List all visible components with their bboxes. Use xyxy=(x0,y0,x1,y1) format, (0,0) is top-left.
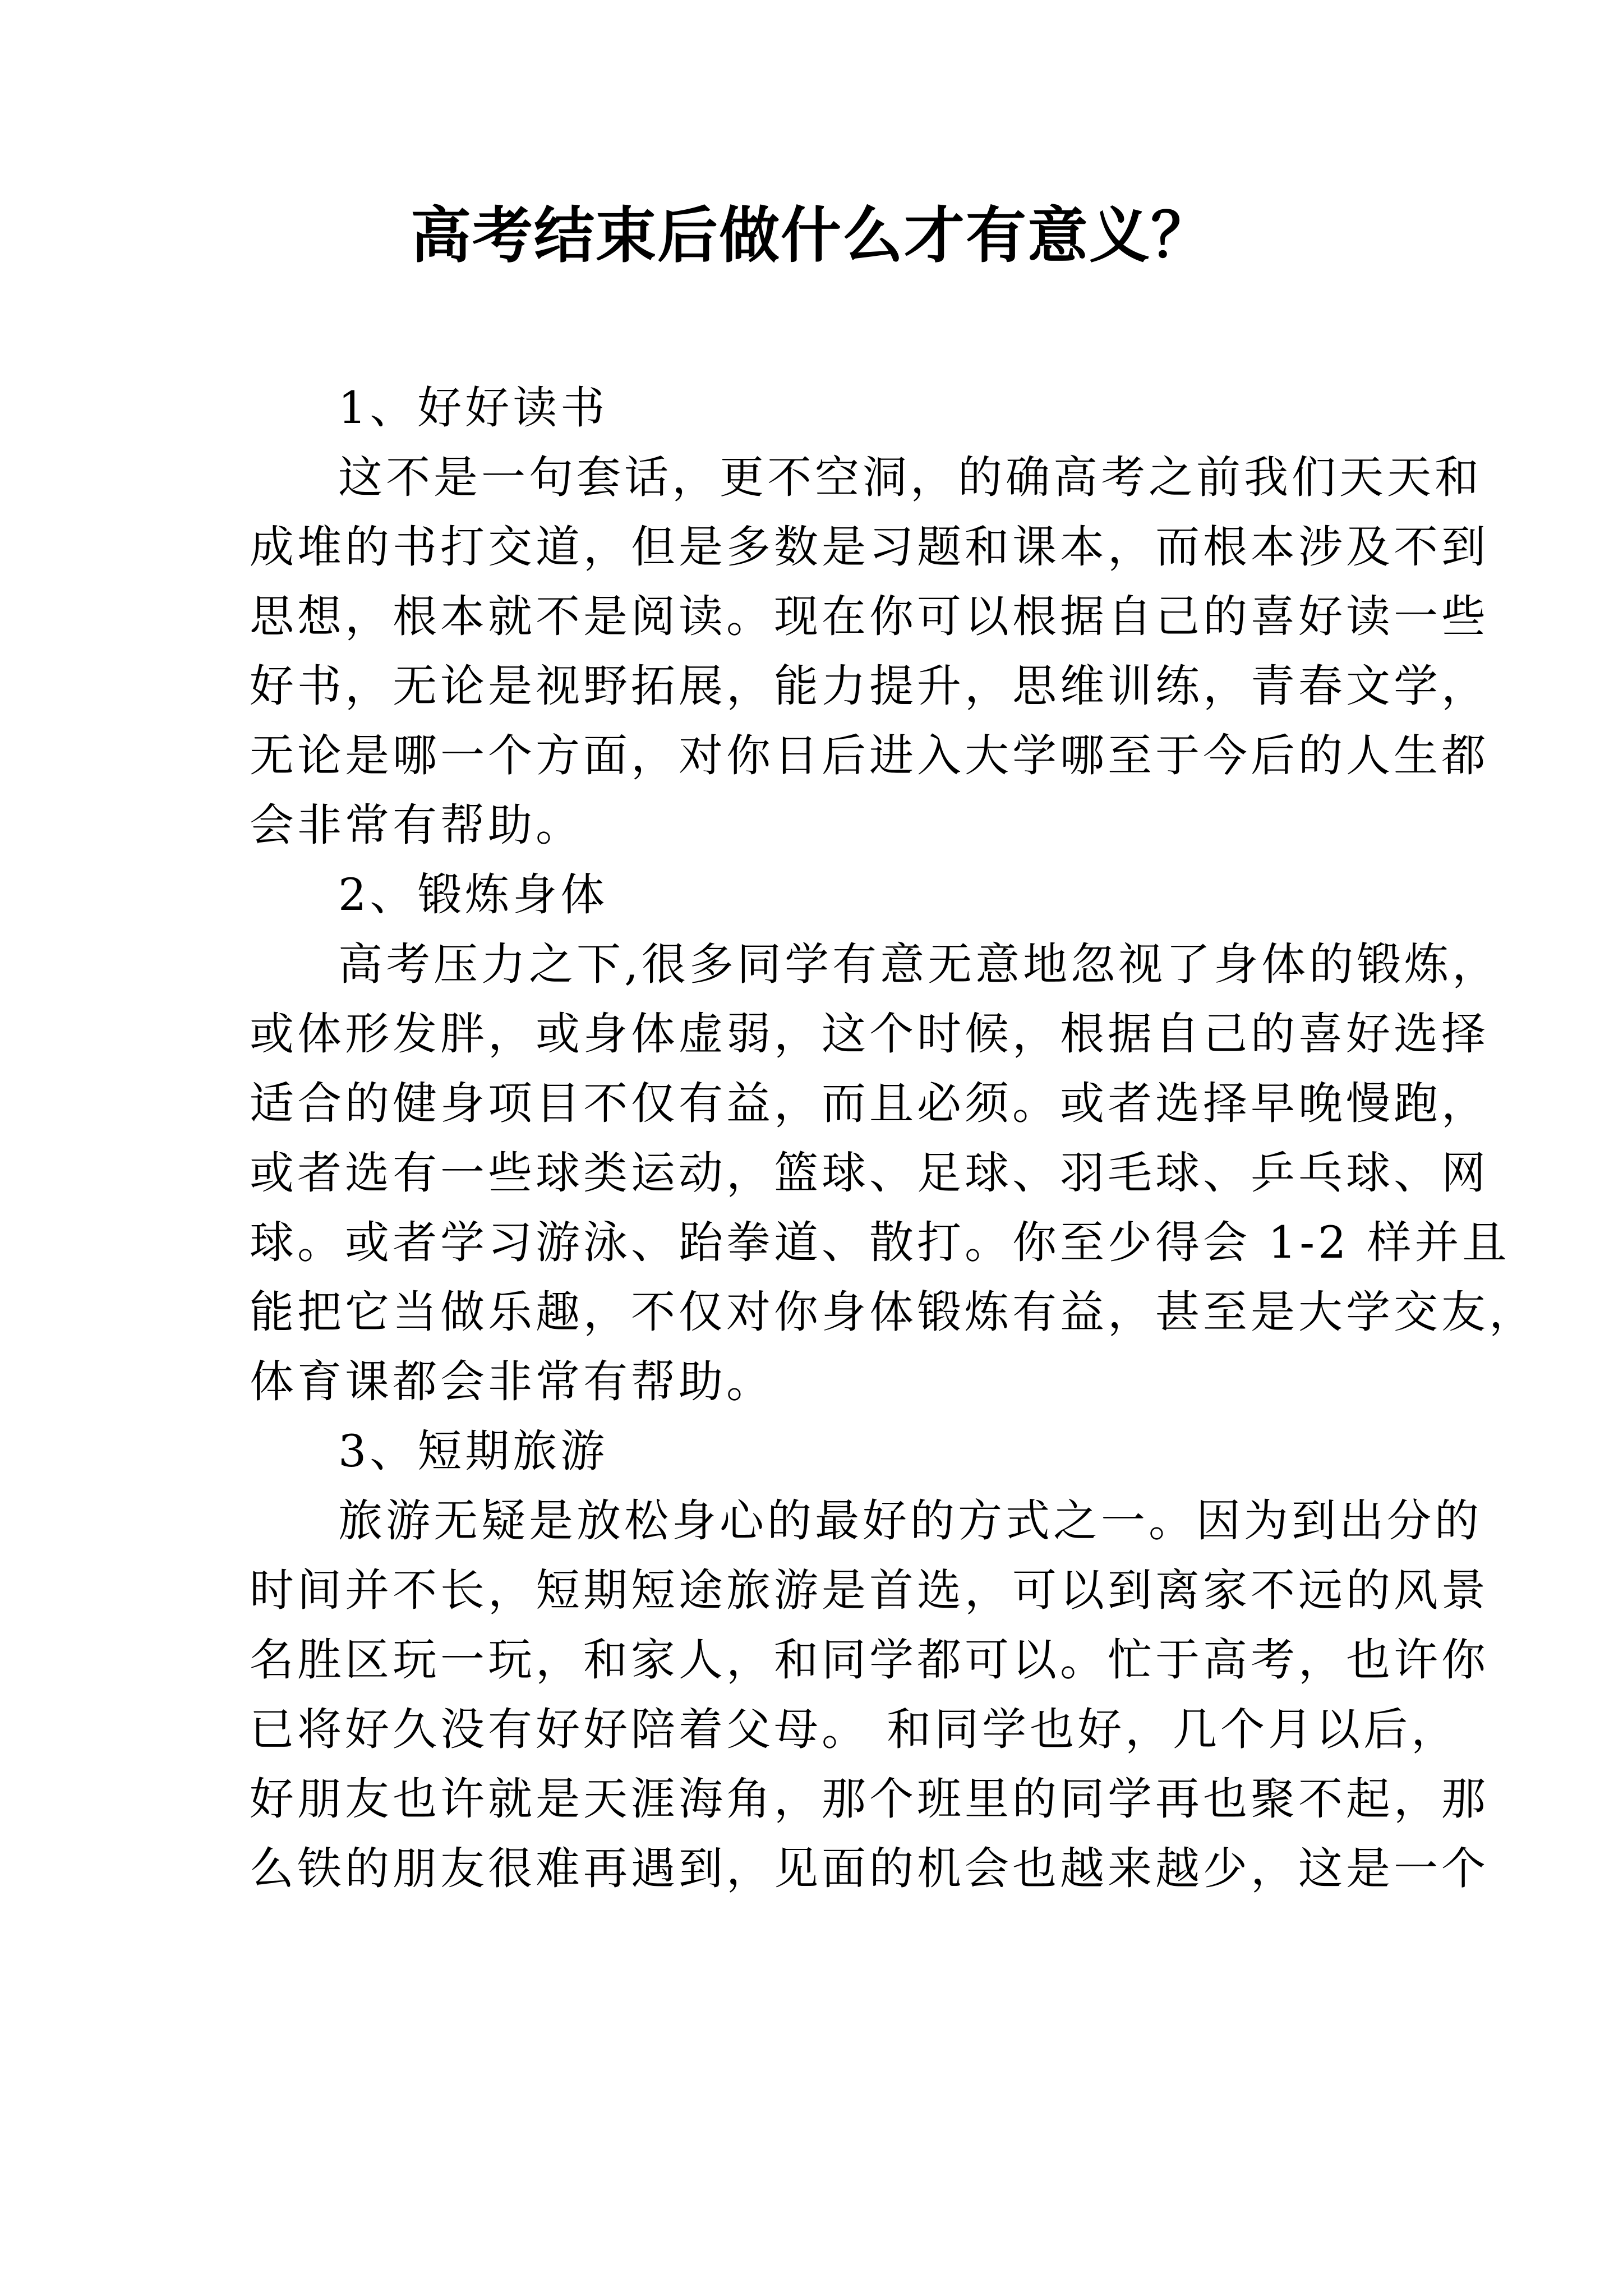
paragraph-line: 旅游无疑是放松身心的最好的方式之一。因为到出分的 xyxy=(338,1495,1482,1547)
section-heading: 3、短期旅游 xyxy=(338,1425,608,1477)
paragraph-line: 这不是一句套话，更不空洞，的确高考之前我们天天和 xyxy=(338,452,1482,503)
section-heading: 2、锻炼身体 xyxy=(338,869,608,921)
document-body xyxy=(250,373,1537,1903)
paragraph-line: 思想，根本就不是阅读。现在你可以根据自己的喜好读一些 xyxy=(250,591,1489,642)
paragraph-line: 好书，无论是视野拓展，能力提升，思维训练，青春文学， xyxy=(250,660,1489,712)
section-paragraph xyxy=(250,1486,1489,1903)
section-heading: 1、好好读书 xyxy=(338,382,608,434)
paragraph-line: 名胜区玩一玩，和家人，和同学都可以。忙于高考，也许你 xyxy=(250,1634,1489,1686)
paragraph-line: 会非常有帮助。 xyxy=(250,799,583,851)
document-title: 高考结束后做什么才有意义？ xyxy=(410,200,1212,271)
paragraph-line: 好朋友也许就是天涯海角，那个班里的同学再也聚不起，那 xyxy=(250,1773,1489,1825)
section-paragraph xyxy=(250,930,1537,1416)
paragraph-line: 或者选有一些球类运动，篮球、足球、羽毛球、乒乓球、网 xyxy=(250,1147,1489,1199)
paragraph-line: 已将好久没有好好陪着父母。 和同学也好，几个月以后， xyxy=(250,1704,1459,1755)
section-paragraph xyxy=(250,443,1489,860)
paragraph-line: 高考压力之下,很多同学有意无意地忽视了身体的锻炼， xyxy=(338,938,1500,990)
paragraph-line: 或体形发胖，或身体虚弱，这个时候，根据自己的喜好选择 xyxy=(250,1008,1489,1060)
paragraph-line: 适合的健身项目不仅有益，而且必须。或者选择早晚慢跑， xyxy=(250,1078,1489,1129)
paragraph-line: 球。或者学习游泳、跆拳道、散打。你至少得会 1-2 样并且 xyxy=(250,1217,1510,1268)
paragraph-line: 成堆的书打交道，但是多数是习题和课本，而根本涉及不到 xyxy=(250,521,1489,573)
paragraph-line: 无论是哪一个方面，对你日后进入大学哪至于今后的人生都 xyxy=(250,730,1489,781)
paragraph-line: 能把它当做乐趣，不仅对你身体锻炼有益，甚至是大学交友， xyxy=(250,1286,1537,1338)
paragraph-line: 时间并不长，短期短途旅游是首选，可以到离家不远的风景 xyxy=(250,1565,1489,1616)
paragraph-line: 么铁的朋友很难再遇到，见面的机会也越来越少，这是一个 xyxy=(250,1843,1489,1894)
paragraph-line: 体育课都会非常有帮助。 xyxy=(250,1356,774,1407)
